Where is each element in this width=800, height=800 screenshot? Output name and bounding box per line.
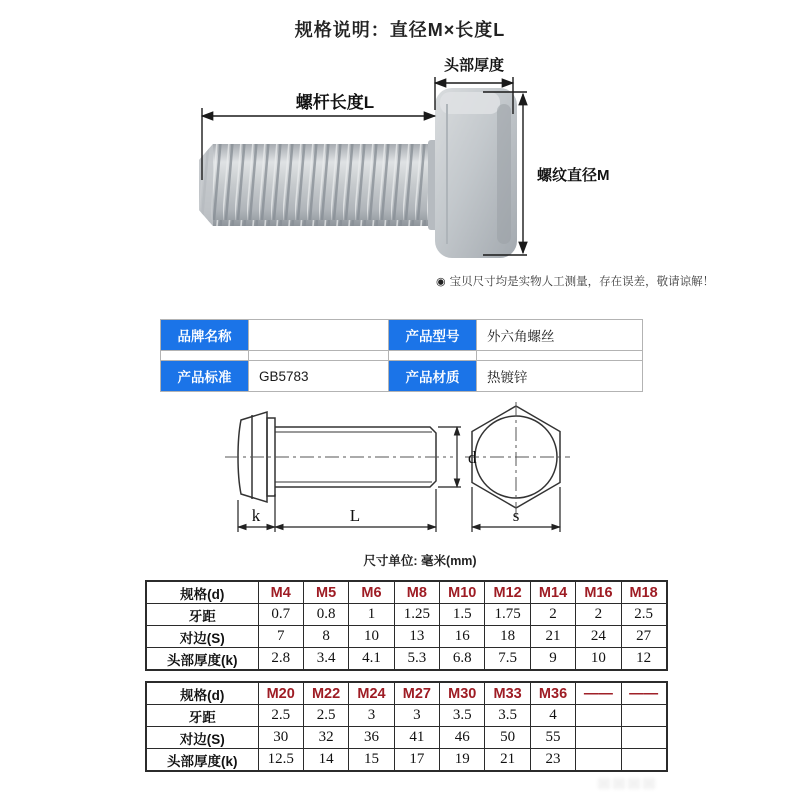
spec-value bbox=[621, 705, 666, 727]
spec-value: 2 bbox=[576, 604, 621, 626]
gap-cell bbox=[477, 351, 643, 361]
label-thread-diameter: 螺纹直径M bbox=[537, 167, 610, 184]
spec-size-header: M14 bbox=[530, 581, 575, 604]
spec-value: 3 bbox=[349, 705, 394, 727]
spec-value: 10 bbox=[349, 626, 394, 648]
spec-size-header: M30 bbox=[440, 682, 485, 705]
spec-size-header: M8 bbox=[394, 581, 439, 604]
spec-value: 10 bbox=[576, 648, 621, 671]
unit-note: 尺寸单位: 毫米(mm) bbox=[363, 554, 477, 568]
dim-label-l: L bbox=[349, 506, 361, 525]
gap-cell bbox=[389, 351, 477, 361]
info-value-model: 外六角螺丝 bbox=[477, 320, 643, 351]
spec-table-m20-m36 bbox=[145, 681, 668, 772]
spec-value: 4 bbox=[530, 705, 575, 727]
spec-size-header: M33 bbox=[485, 682, 530, 705]
product-info-table bbox=[160, 319, 643, 392]
label-shaft-length: 螺杆长度L bbox=[295, 93, 375, 112]
spec-value: 9 bbox=[530, 648, 575, 671]
spec-value: 8 bbox=[303, 626, 348, 648]
spec-value: 41 bbox=[394, 727, 439, 749]
spec-value: 18 bbox=[485, 626, 530, 648]
spec-value: 3.5 bbox=[485, 705, 530, 727]
spec-value: 36 bbox=[349, 727, 394, 749]
dim-label-s: s bbox=[512, 506, 520, 525]
spec-size-header: —— bbox=[576, 682, 621, 705]
info-value-brand bbox=[249, 320, 389, 351]
spec-value: 50 bbox=[485, 727, 530, 749]
spec-value: 24 bbox=[576, 626, 621, 648]
info-row bbox=[161, 320, 643, 351]
spec-size-header: M24 bbox=[349, 682, 394, 705]
spec-value: 1.5 bbox=[440, 604, 485, 626]
spec-row-label: 头部厚度(k) bbox=[146, 648, 258, 671]
watermark bbox=[598, 776, 668, 790]
spec-value: 16 bbox=[440, 626, 485, 648]
spec-size-header: —— bbox=[621, 682, 666, 705]
spec-value: 4.1 bbox=[349, 648, 394, 671]
spec-value: 1.75 bbox=[485, 604, 530, 626]
spec-value bbox=[576, 705, 621, 727]
spec-value bbox=[576, 749, 621, 772]
spec-value: 30 bbox=[258, 727, 303, 749]
page-title: 规格说明：直径M×长度L bbox=[294, 20, 506, 40]
spec-value: 17 bbox=[394, 749, 439, 772]
info-label-brand: 品牌名称 bbox=[161, 320, 249, 351]
spec-size-header: M20 bbox=[258, 682, 303, 705]
spec-value: 55 bbox=[530, 727, 575, 749]
spec-value: 1.25 bbox=[394, 604, 439, 626]
info-label-standard: 产品标准 bbox=[161, 361, 249, 392]
spec-row bbox=[146, 749, 667, 772]
gap-cell bbox=[161, 351, 249, 361]
spec-value: 7.5 bbox=[485, 648, 530, 671]
spec-value bbox=[576, 727, 621, 749]
spec-value: 46 bbox=[440, 727, 485, 749]
spec-size-header: M4 bbox=[258, 581, 303, 604]
spec-value: 3.4 bbox=[303, 648, 348, 671]
spec-value: 12 bbox=[621, 648, 666, 671]
spec-value: 19 bbox=[440, 749, 485, 772]
info-value-material: 热镀锌 bbox=[477, 361, 643, 392]
measurement-note bbox=[436, 273, 714, 289]
spec-value: 13 bbox=[394, 626, 439, 648]
spec-value: 2.5 bbox=[303, 705, 348, 727]
spec-value: 3.5 bbox=[440, 705, 485, 727]
spec-row bbox=[146, 626, 667, 648]
spec-size-header: M22 bbox=[303, 682, 348, 705]
spec-row bbox=[146, 581, 667, 604]
spec-value: 12.5 bbox=[258, 749, 303, 772]
spec-row bbox=[146, 727, 667, 749]
spec-value: 1 bbox=[349, 604, 394, 626]
spec-size-header: M5 bbox=[303, 581, 348, 604]
spec-table-m4-m18 bbox=[145, 580, 668, 671]
measurement-note-text: 宝贝尺寸均是实物人工测量，存在误差，敬请谅解！ bbox=[449, 276, 715, 288]
bullseye-icon: ◉ bbox=[436, 276, 446, 288]
spec-value: 3 bbox=[394, 705, 439, 727]
spec-value: 15 bbox=[349, 749, 394, 772]
spec-row-label: 对边(S) bbox=[146, 727, 258, 749]
label-head-thickness: 头部厚度 bbox=[443, 57, 505, 74]
spec-value: 27 bbox=[621, 626, 666, 648]
spec-row-label: 规格(d) bbox=[146, 682, 258, 705]
spec-value: 5.3 bbox=[394, 648, 439, 671]
spec-value: 0.8 bbox=[303, 604, 348, 626]
spec-row bbox=[146, 648, 667, 671]
spec-row-label: 规格(d) bbox=[146, 581, 258, 604]
spec-row-label: 对边(S) bbox=[146, 626, 258, 648]
technical-drawing bbox=[225, 402, 575, 538]
spec-value: 2.8 bbox=[258, 648, 303, 671]
spec-value bbox=[621, 749, 666, 772]
bolt-shaft-image bbox=[199, 144, 437, 226]
spec-value: 32 bbox=[303, 727, 348, 749]
spec-value: 6.8 bbox=[440, 648, 485, 671]
spec-row-label: 头部厚度(k) bbox=[146, 749, 258, 772]
spec-size-header: M10 bbox=[440, 581, 485, 604]
spec-value: 2.5 bbox=[621, 604, 666, 626]
spec-row bbox=[146, 682, 667, 705]
bolt-head-image bbox=[435, 88, 517, 258]
info-label-material: 产品材质 bbox=[389, 361, 477, 392]
spec-value: 21 bbox=[530, 626, 575, 648]
spec-size-header: M27 bbox=[394, 682, 439, 705]
spec-value: 0.7 bbox=[258, 604, 303, 626]
info-value-standard: GB5783 bbox=[249, 361, 389, 392]
spec-size-header: M6 bbox=[349, 581, 394, 604]
info-row bbox=[161, 361, 643, 392]
spec-size-header: M16 bbox=[576, 581, 621, 604]
spec-value: 2.5 bbox=[258, 705, 303, 727]
spec-value: 14 bbox=[303, 749, 348, 772]
info-label-model: 产品型号 bbox=[389, 320, 477, 351]
spec-value: 23 bbox=[530, 749, 575, 772]
spec-value: 7 bbox=[258, 626, 303, 648]
dim-label-k: k bbox=[251, 506, 261, 525]
bolt-photo bbox=[185, 52, 625, 270]
spec-size-header: M18 bbox=[621, 581, 666, 604]
spec-value bbox=[621, 727, 666, 749]
spec-value: 21 bbox=[485, 749, 530, 772]
gap-cell bbox=[249, 351, 389, 361]
dim-label-d: d bbox=[468, 448, 477, 467]
spec-row bbox=[146, 705, 667, 727]
spec-value: 2 bbox=[530, 604, 575, 626]
spec-row-label: 牙距 bbox=[146, 705, 258, 727]
info-gap-row bbox=[161, 351, 643, 361]
spec-size-header: M12 bbox=[485, 581, 530, 604]
spec-row-label: 牙距 bbox=[146, 604, 258, 626]
spec-size-header: M36 bbox=[530, 682, 575, 705]
spec-row bbox=[146, 604, 667, 626]
